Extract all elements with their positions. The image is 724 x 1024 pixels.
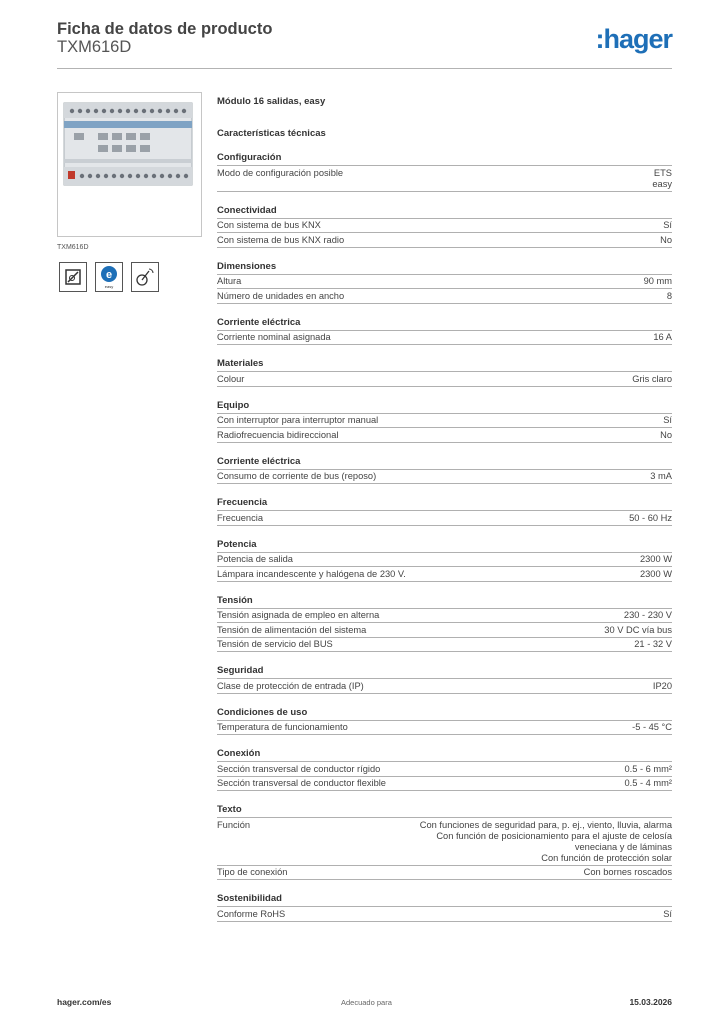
product-image-caption: TXM616D <box>57 244 89 251</box>
spec-row <box>217 233 672 248</box>
spec-value: 230 - 230 V <box>623 610 672 620</box>
spec-label: Frecuencia <box>217 512 263 523</box>
spec-row <box>217 289 672 304</box>
spec-value: 50 - 60 Hz <box>629 512 672 523</box>
spec-values <box>640 569 672 580</box>
spec-label: Tensión de alimentación del sistema <box>217 624 367 635</box>
spec-row <box>217 762 672 777</box>
spec-values <box>634 639 672 650</box>
spec-value: No <box>660 234 672 245</box>
spec-value: Sí <box>663 908 672 919</box>
spec-values <box>644 276 672 287</box>
spec-row <box>217 623 672 638</box>
section-title: Sostenibilidad <box>217 893 672 907</box>
section-title: Condiciones de uso <box>217 707 672 721</box>
spec-values <box>660 235 672 246</box>
spec-label: Con interruptor para interruptor manual <box>217 415 379 425</box>
spec-row <box>217 638 672 653</box>
section-title: Configuración <box>217 152 672 166</box>
spec-row <box>217 414 672 429</box>
spec-value: 0.5 - 4 mm² <box>624 778 672 788</box>
spec-value: IP20 <box>652 680 672 691</box>
spec-value: Con bornes roscados <box>583 867 672 877</box>
logo-text: :hager <box>595 24 672 54</box>
spec-label: Modo de configuración posible <box>217 167 344 178</box>
spec-row <box>217 609 672 624</box>
spec-value: Con función de protección solar <box>541 852 672 863</box>
footer-suitable-for: Adecuado para <box>341 998 392 1007</box>
spec-value: -5 - 45 °C <box>632 722 672 732</box>
spec-label: Conforme RoHS <box>217 908 286 919</box>
spec-values <box>660 430 672 441</box>
spec-row <box>217 567 672 582</box>
spec-row <box>217 866 672 881</box>
spec-label: Altura <box>217 276 242 286</box>
spec-values <box>663 909 672 920</box>
section-title: Conectividad <box>217 205 672 219</box>
spec-values <box>650 471 672 482</box>
spec-values <box>632 722 672 733</box>
product-code: TXM616D <box>57 38 132 56</box>
spec-values <box>663 220 672 231</box>
spec-label: Colour <box>217 373 245 384</box>
spec-sections <box>217 152 672 922</box>
spec-value: 8 <box>666 290 672 301</box>
svg-text:e: e <box>105 269 113 281</box>
spec-values <box>604 625 672 636</box>
spec-label: Radiofrecuencia bidireccional <box>217 429 339 440</box>
spec-label: Número de unidades en ancho <box>217 290 345 301</box>
section-title: Texto <box>217 804 672 818</box>
feature-icons <box>59 262 159 292</box>
spec-row <box>217 372 672 387</box>
spec-value: 3 mA <box>650 471 672 481</box>
spec-value: Sí <box>663 415 672 425</box>
spec-value: 16 A <box>653 332 672 342</box>
spec-value: easy <box>652 178 672 189</box>
spec-label: Con sistema de bus KNX <box>217 220 321 230</box>
spec-values <box>653 681 672 692</box>
spec-value: Sí <box>663 220 672 230</box>
section-title: Equipo <box>217 400 672 414</box>
spec-row <box>217 470 672 485</box>
header-divider <box>57 68 672 69</box>
spec-row <box>217 511 672 526</box>
spec-label: Tensión asignada de empleo en alterna <box>217 610 380 620</box>
spec-row <box>217 219 672 234</box>
spec-value: 2300 W <box>639 568 672 579</box>
spec-label: Consumo de corriente de bus (reposo) <box>217 471 377 481</box>
spec-value: No <box>660 429 672 440</box>
spec-row <box>217 907 672 922</box>
spec-values <box>632 374 672 385</box>
manual-switch-icon <box>59 262 87 292</box>
spec-values <box>640 554 672 565</box>
hager-logo[interactable] <box>595 24 672 55</box>
section-title: Potencia <box>217 539 672 553</box>
product-image <box>57 92 202 237</box>
spec-value: Gris claro <box>632 373 672 384</box>
spec-value: Con función de posicionamiento para el ajuste de celosía veneciana y de láminas <box>436 830 672 852</box>
section-title: Tensión <box>217 595 672 609</box>
spec-value: 21 - 32 V <box>634 639 672 649</box>
spec-label: Tensión de servicio del BUS <box>217 639 333 649</box>
spec-values <box>624 610 672 621</box>
section-title: Frecuencia <box>217 497 672 511</box>
knx-module-illustration <box>58 93 201 236</box>
product-name: Módulo 16 salidas, easy <box>217 96 326 107</box>
spec-values <box>629 513 672 524</box>
spec-row <box>217 818 672 866</box>
section-title: Materiales <box>217 358 672 372</box>
spec-row <box>217 428 672 443</box>
spec-label: Corriente nominal asignada <box>217 332 331 342</box>
easy-config-icon <box>95 262 123 292</box>
spec-row <box>217 331 672 346</box>
spec-label: Función <box>217 819 251 830</box>
footer-website-link[interactable]: hager.com/es <box>57 997 112 1007</box>
section-title: Dimensiones <box>217 261 672 275</box>
spec-row <box>217 777 672 792</box>
spec-value: 90 mm <box>643 276 672 286</box>
spec-label: Tipo de conexión <box>217 867 288 877</box>
spec-values <box>624 778 672 789</box>
radio-frequency-icon <box>131 262 159 292</box>
spec-label: Sección transversal de conductor flexible <box>217 778 386 788</box>
section-title: Corriente eléctrica <box>217 317 672 331</box>
spec-values <box>663 415 672 426</box>
technical-characteristics-heading: Características técnicas <box>217 128 326 139</box>
spec-values <box>412 820 672 864</box>
svg-text:easy: easy <box>104 284 114 289</box>
section-title: Conexión <box>217 748 672 762</box>
spec-values <box>653 332 672 343</box>
spec-label: Potencia de salida <box>217 554 293 564</box>
spec-label: Lámpara incandescente y halógena de 230 V. <box>217 568 406 579</box>
spec-label: Clase de protección de entrada (IP) <box>217 680 364 691</box>
spec-row <box>217 721 672 736</box>
spec-value: 30 V DC vía bus <box>604 624 672 635</box>
section-title: Seguridad <box>217 665 672 679</box>
technical-details <box>217 96 672 922</box>
spec-label: Temperatura de funcionamiento <box>217 722 348 732</box>
footer-date: 15.03.2026 <box>629 997 672 1007</box>
spec-row <box>217 679 672 694</box>
spec-values <box>667 291 672 302</box>
spec-row <box>217 166 672 192</box>
spec-label: Sección transversal de conductor rígido <box>217 763 381 774</box>
spec-row <box>217 553 672 568</box>
spec-value: 2300 W <box>639 554 672 564</box>
spec-row <box>217 275 672 290</box>
section-title: Corriente eléctrica <box>217 456 672 470</box>
spec-value: 0.5 - 6 mm² <box>624 763 672 774</box>
spec-label: Con sistema de bus KNX radio <box>217 234 345 245</box>
spec-value: Con funciones de seguridad para, p. ej., viento, lluvia, alarma <box>419 819 672 830</box>
document-title: Ficha de datos de producto <box>57 20 273 38</box>
spec-values <box>624 764 672 775</box>
spec-values <box>652 168 672 190</box>
spec-values <box>584 867 672 878</box>
spec-value: ETS <box>653 167 672 178</box>
